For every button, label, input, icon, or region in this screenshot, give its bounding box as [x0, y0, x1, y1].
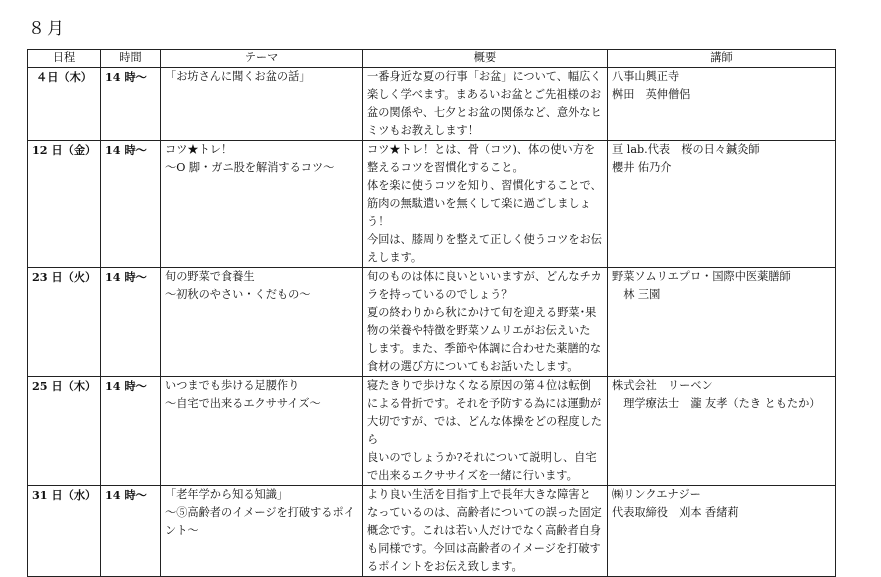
- month-heading: ８月: [28, 19, 66, 39]
- table-row: [28, 68, 836, 141]
- theme-line: ント～: [165, 524, 199, 537]
- summary-line: 筋肉の無駄遣いを無くして楽に過ごしましょ: [367, 197, 591, 210]
- table-header-row: [28, 50, 836, 68]
- header-summary: 概要: [363, 50, 608, 68]
- summary-line: 物の栄養や特徴を野菜ソムリエがお伝えいた: [367, 324, 591, 337]
- summary-line: 今回は、膝周りを整えて正しく使うコツをお伝: [367, 233, 602, 246]
- summary-cell: [363, 68, 608, 141]
- summary-line: 一番身近な夏の行事「お盆」について、幅広く: [367, 70, 602, 83]
- summary-line: ラを持っているのでしょう？: [367, 288, 513, 301]
- header-time: 時間: [101, 50, 161, 68]
- lecturer-cell: [608, 68, 836, 141]
- date-cell: 25 日（木）: [28, 377, 101, 486]
- time-cell: 14 時～: [101, 68, 161, 141]
- table-row: [28, 486, 836, 577]
- header-date: 日程: [28, 50, 101, 68]
- header-theme: テーマ: [161, 50, 363, 68]
- summary-cell: [363, 268, 608, 377]
- lecturer-line: 理学療法士 瀧 友孝（たき ともたか）: [612, 397, 821, 410]
- table-row: [28, 377, 836, 486]
- theme-cell: [161, 377, 363, 486]
- schedule-table: [27, 49, 836, 577]
- summary-cell: [363, 486, 608, 577]
- lecturer-line: 林 三園: [612, 288, 661, 301]
- summary-cell: [363, 377, 608, 486]
- time-cell: 14 時～: [101, 268, 161, 377]
- summary-line: 大切ですが、では、どんな体操をどの程度したら: [367, 415, 602, 446]
- theme-line: コツ★トレ！: [165, 143, 233, 156]
- summary-line: 夏の終わりから秋にかけて旬を迎える野菜･果: [367, 306, 597, 319]
- time-cell: 14 時～: [101, 141, 161, 268]
- theme-line: ～O 脚・ガニ股を解消するコツ～: [165, 161, 335, 174]
- summary-line: より良い生活を目指す上で長年大きな障害と: [367, 488, 591, 501]
- lecturer-cell: [608, 486, 836, 577]
- theme-line: 「老年学から知る知識」: [165, 488, 289, 501]
- lecturer-line: 亘 lab.代表 桜の日々鍼灸師: [612, 143, 760, 156]
- theme-line: ～自宅で出来るエクササイズ～: [165, 397, 321, 410]
- theme-line: ～⑤高齢者のイメージを打破するポイ: [165, 506, 355, 519]
- header-lecturer: 講師: [608, 50, 836, 68]
- lecturer-line: 代表取締役 刈本 香緒莉: [612, 506, 739, 519]
- summary-line: るポイントをお伝え致します。: [367, 560, 523, 573]
- date-cell: ４日（木）: [28, 68, 101, 141]
- summary-line: 食材の選び方についてもお話いたします。: [367, 360, 579, 373]
- lecturer-line: 株式会社 リーベン: [612, 379, 713, 392]
- summary-line: 整えるコツを習慣化すること。: [367, 161, 524, 174]
- time-cell: 14 時～: [101, 377, 161, 486]
- schedule-body: [28, 68, 836, 577]
- date-cell: 31 日（水）: [28, 486, 101, 577]
- summary-line: なっているのは、高齢者についての誤った固定: [367, 506, 602, 519]
- theme-cell: [161, 486, 363, 577]
- theme-cell: [161, 268, 363, 377]
- theme-line: 「お坊さんに聞くお盆の話」: [165, 70, 311, 83]
- lecturer-line: 桝田 英伸僧侶: [612, 88, 691, 101]
- summary-line: 楽しく学べます。まあるいお盆とご先祖様のお: [367, 88, 602, 101]
- time-cell: 14 時～: [101, 486, 161, 577]
- summary-line: う！: [367, 215, 390, 228]
- summary-cell: [363, 141, 608, 268]
- summary-line: します。また、季節や体調に合わせた薬膳的な: [367, 342, 602, 355]
- lecturer-cell: [608, 141, 836, 268]
- summary-line: 良いのでしょうか?それについて説明し、自宅: [367, 451, 597, 464]
- theme-line: ～初秋のやさい・くだもの～: [165, 288, 311, 301]
- lecturer-line: 櫻井 佑乃介: [612, 161, 672, 174]
- date-cell: 12 日（金）: [28, 141, 101, 268]
- date-cell: 23 日（火）: [28, 268, 101, 377]
- summary-line: による骨折です。それを予防する為には運動が: [367, 397, 602, 410]
- summary-line: えします。: [367, 251, 423, 264]
- summary-line: 盆の関係や、七夕とお盆の関係など、意外なヒ: [367, 106, 602, 119]
- lecturer-line: 野菜ソムリエプロ・国際中医薬膳師: [612, 270, 791, 283]
- table-row: [28, 268, 836, 377]
- summary-line: 寝たきりで歩けなくなる原因の第４位は転倒: [367, 379, 591, 392]
- summary-line: で出来るエクササイズを一緒に行います。: [367, 469, 578, 482]
- theme-cell: [161, 68, 363, 141]
- summary-line: コツ★トレ！とは、骨（コツ)、体の使い方を: [367, 143, 596, 156]
- table-row: [28, 141, 836, 268]
- theme-line: 旬の野菜で食養生: [165, 270, 255, 283]
- theme-line: いつまでも歩ける足腰作り: [165, 379, 300, 392]
- summary-line: も同様です。今回は高齢者のイメージを打破す: [367, 542, 601, 555]
- lecturer-cell: [608, 268, 836, 377]
- lecturer-cell: [608, 377, 836, 486]
- lecturer-line: 八事山興正寺: [612, 70, 680, 83]
- summary-line: 概念です。これは若い人だけでなく高齢者自身: [367, 524, 602, 537]
- summary-line: ミツもお教えします！: [367, 124, 479, 137]
- summary-line: 体を楽に使うコツを知り、習慣化することで、: [367, 179, 602, 192]
- theme-cell: [161, 141, 363, 268]
- lecturer-line: ㈱リンクエナジー: [612, 488, 701, 501]
- summary-line: 旬のものは体に良いといいますが、どんなチカ: [367, 270, 602, 283]
